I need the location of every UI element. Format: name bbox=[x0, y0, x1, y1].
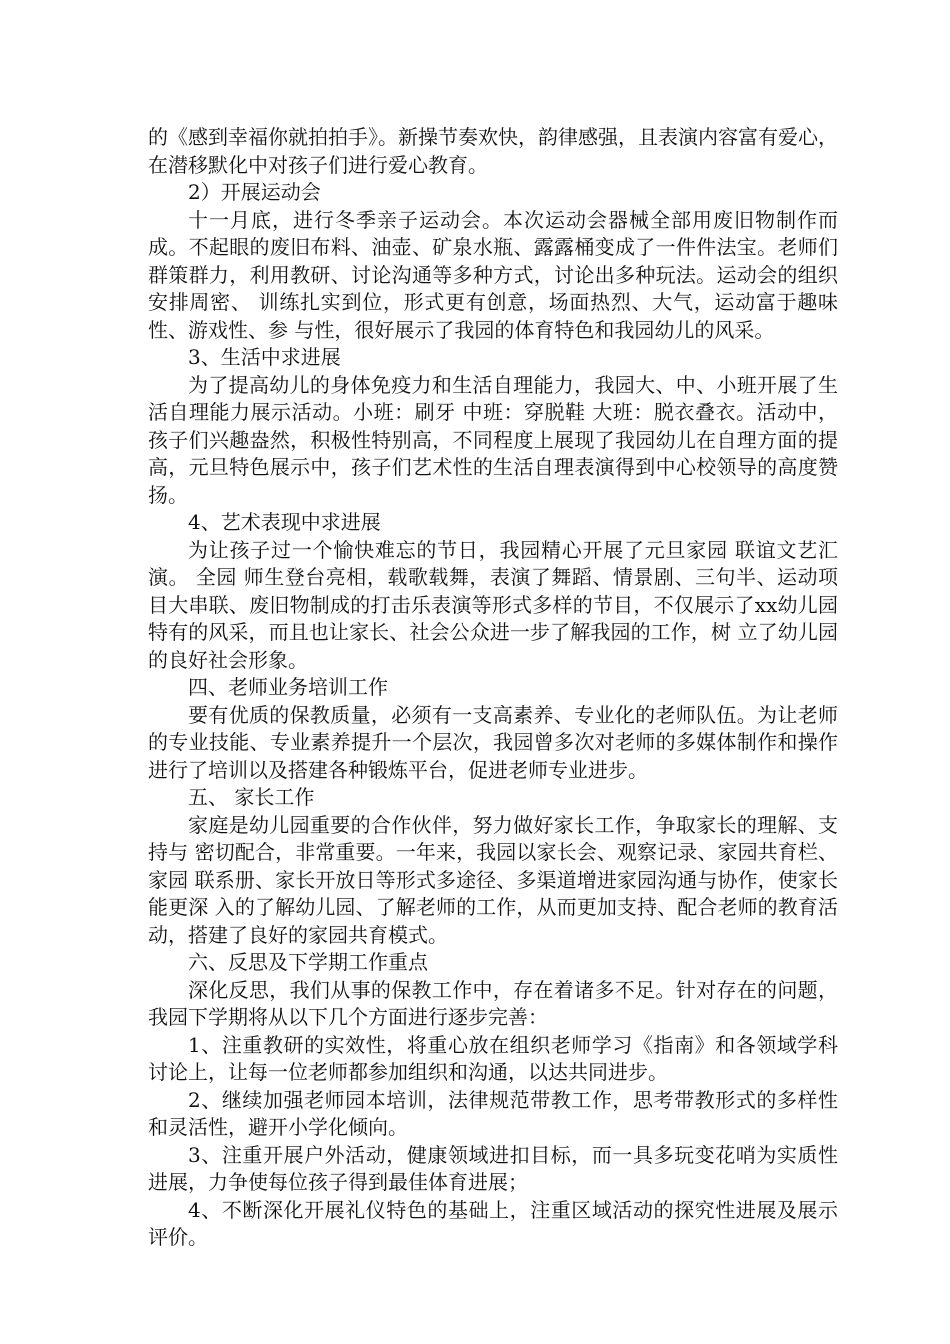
paragraph-daily-life: 为了提高幼儿的身体免疫力和生活自理能力，我园大、中、小班开展了生活自理能力展示活动。小班：刷牙 中班：穿脱鞋 大班：脱衣叠衣。活动中，孩子们兴趣盎然，积极性特别高，不同程度上展现了我园幼儿在自理方面的提高，元旦特色展示中，孩子们艺术性的生活自理表演得到中心校领导的高度赞扬。 bbox=[148, 372, 838, 507]
list-item-2: 2、继续加强老师园本培训，法律规范带教工作，思考带教形式的多样性和灵活性，避开小学化倾向。 bbox=[148, 1087, 838, 1139]
paragraph-teacher-training: 要有优质的保教质量，必须有一支高素养、专业化的老师队伍。为让老师的专业技能、专业素养提升一个层次，我园曾多次对老师的多媒体制作和操作进行了培训以及搭建各种锻炼平台，促进老师专业进步。 bbox=[148, 702, 838, 782]
list-item-1: 1、注重教研的实效性，将重心放在组织老师学习《指南》和各领域学科讨论上，让每一位老师都参加组织和沟通，以达共同进步。 bbox=[148, 1032, 838, 1084]
subheading-daily-life: 3、生活中求进展 bbox=[188, 345, 341, 369]
list-item-4: 4、不断深化开展礼仪特色的基础上，注重区域活动的探究性进展及展示评价。 bbox=[148, 1197, 838, 1249]
document-body bbox=[148, 124, 838, 1252]
paragraph-sports-meet: 十一月底，进行冬季亲子运动会。本次运动会器械全部用废旧物制作而成。不起眼的废旧布料、油壶、矿泉水瓶、露露桶变成了一件件法宝。老师们群策群力，利用教研、讨论沟通等多种方式，讨论出多种玩法。运动会的组织安排周密、 训练扎实到位，形式更有创意，场面热烈、大气，运动富于趣味性、游戏性、参 与性，很好展示了我园的体育特色和我园幼儿的风采。 bbox=[148, 207, 838, 342]
subheading-sports-meet: 2）开展运动会 bbox=[188, 180, 321, 204]
heading-parent-work: 五、 家长工作 bbox=[188, 785, 315, 809]
heading-reflection: 六、反思及下学期工作重点 bbox=[188, 950, 428, 974]
paragraph-reflection: 深化反思，我们从事的保教工作中，存在着诸多不足。针对存在的问题，我园下学期将从以下几个方面进行逐步完善： bbox=[148, 977, 838, 1029]
heading-teacher-training: 四、老师业务培训工作 bbox=[188, 675, 388, 699]
subheading-art-performance: 4、艺术表现中求进展 bbox=[188, 510, 381, 534]
paragraph-art-performance: 为让孩子过一个愉快难忘的节日，我园精心开展了元旦家园 联谊文艺汇演。 全园 师生登台亮相，载歌载舞，表演了舞蹈、情景剧、三句半、运动项目大串联、废旧物制成的打击乐表演等形式多样的节目，不仅展示了xx幼儿园特有的风采，而且也让家长、社会公众进一步了解我园的工作，树 立了幼儿园的良好社会形象。 bbox=[148, 537, 838, 672]
paragraph-parent-work: 家庭是幼儿园重要的合作伙伴，努力做好家长工作，争取家长的理解、支持与 密切配合，非常重要。一年来，我园以家长会、观察记录、家园共育栏、家园 联系册、家长开放日等形式多途径、多渠道增进家园沟通与协作，使家长能更深 入的了解幼儿园、了解老师的工作，从而更加支持、配合老师的教育活动，搭建了良好的家园共育模式。 bbox=[148, 812, 838, 947]
paragraph-continuation: 的《感到幸福你就拍拍手》。新操节奏欢快，韵律感强，且表演内容富有爱心，在潜移默化中对孩子们进行爱心教育。 bbox=[148, 125, 838, 177]
list-item-3: 3、注重开展户外活动，健康领域进扣目标，而一具多玩变花哨为实质性进展，力争使每位孩子得到最佳体育进展； bbox=[148, 1142, 838, 1194]
